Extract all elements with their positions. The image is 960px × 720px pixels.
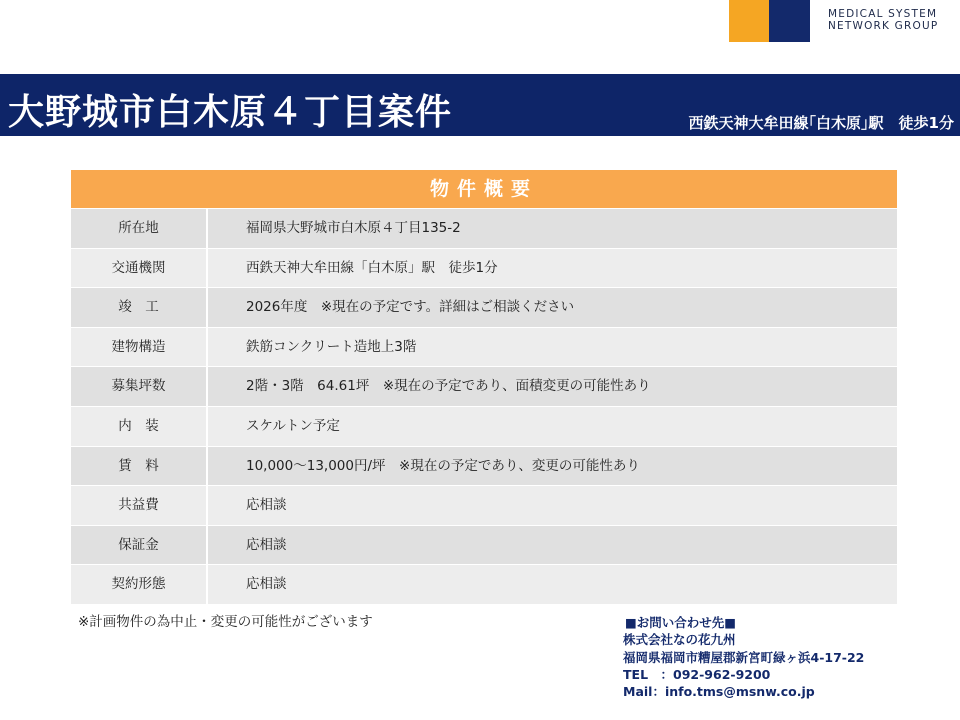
row-label: 竣 工 <box>71 288 208 327</box>
logo-line-1: MEDICAL SYSTEM <box>828 8 938 20</box>
row-label: 内 装 <box>71 407 208 446</box>
contact-mail: Mail：info.tms@msnw.co.jp <box>623 684 815 700</box>
row-value: 西鉄天神大牟田線「白木原」駅 徒歩1分 <box>246 259 498 276</box>
table-row <box>71 525 897 565</box>
table-row <box>71 446 897 486</box>
company-logo-text <box>828 8 938 32</box>
row-value: 10,000～13,000円/坪 ※現在の予定であり、変更の可能性あり <box>246 457 640 474</box>
logo-orange-block <box>729 0 769 42</box>
title-bar <box>0 74 960 136</box>
row-value: 応相談 <box>246 497 287 514</box>
table-row <box>71 208 897 248</box>
row-label: 募集坪数 <box>71 367 208 406</box>
row-value: 応相談 <box>246 576 287 593</box>
property-overview-table <box>71 170 897 604</box>
table-row <box>71 564 897 604</box>
logo-line-2: NETWORK GROUP <box>828 20 939 32</box>
table-row <box>71 485 897 525</box>
row-label: 契約形態 <box>71 565 208 604</box>
table-row <box>71 287 897 327</box>
table-row <box>71 248 897 288</box>
row-value: 2階・3階 64.61坪 ※現在の予定であり、面積変更の可能性あり <box>246 378 651 395</box>
contact-heading: ■お問い合わせ先■ <box>625 615 737 630</box>
row-label: 建物構造 <box>71 328 208 367</box>
table-heading: 物件概要 <box>71 170 897 208</box>
logo-navy-block <box>769 0 810 42</box>
table-row <box>71 327 897 367</box>
row-value: 2026年度 ※現在の予定です。詳細はご相談ください <box>246 299 575 316</box>
row-value: 福岡県大野城市白木原４丁目135-2 <box>246 220 461 236</box>
page-title: 大野城市白木原４丁目案件 <box>8 92 453 133</box>
contact-address: 福岡県福岡市糟屋郡新宮町緑ヶ浜4-17-22 <box>623 649 865 665</box>
row-label: 賃 料 <box>71 447 208 486</box>
row-value: スケルトン予定 <box>246 417 340 434</box>
row-label: 所在地 <box>71 209 208 248</box>
row-value: 応相談 <box>246 536 287 553</box>
row-label: 保証金 <box>71 526 208 565</box>
row-label: 交通機関 <box>71 249 208 288</box>
disclaimer-note: ※計画物件の為中止・変更の可能性がございます <box>78 614 373 630</box>
table-row <box>71 366 897 406</box>
row-label: 共益費 <box>71 486 208 525</box>
contact-tel: TEL ：092-962-9200 <box>623 666 771 682</box>
page-subtitle: 西鉄天神大牟田線｢白木原｣駅 徒歩1分 <box>688 114 954 132</box>
table-row <box>71 406 897 446</box>
row-value: 鉄筋コンクリート造地上3階 <box>246 338 417 355</box>
contact-info <box>623 614 864 700</box>
contact-company: 株式会社なの花九州 <box>623 632 736 648</box>
